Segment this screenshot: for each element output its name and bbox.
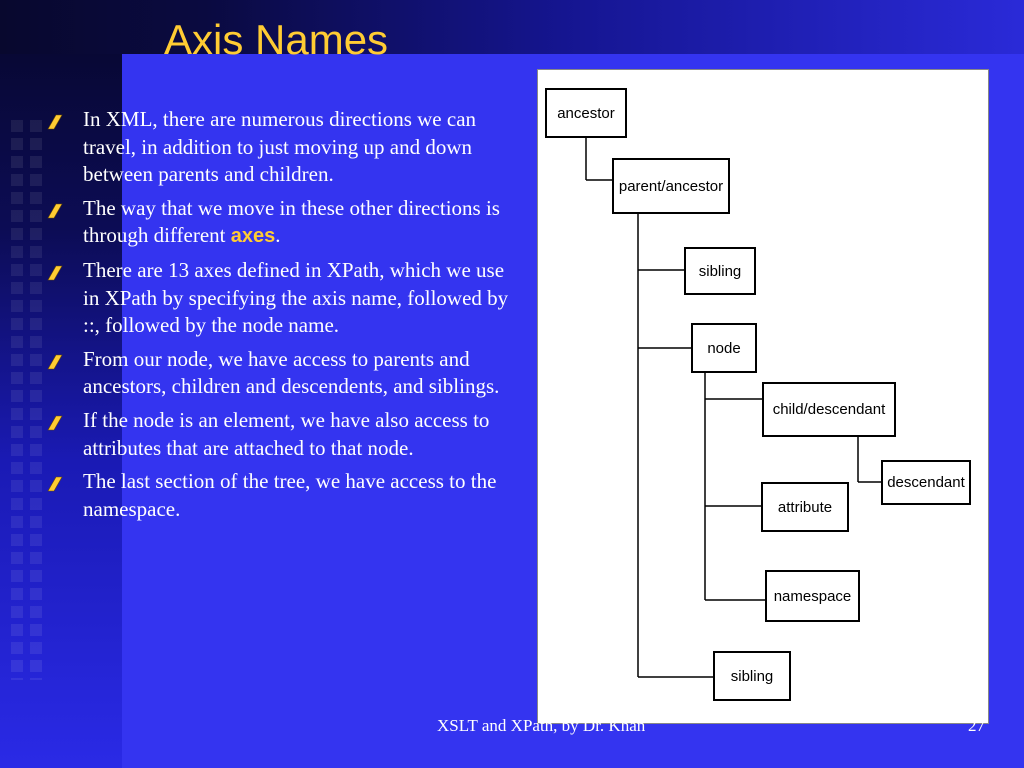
slanted-bar-bullet-icon [47, 354, 63, 370]
bullet-item [44, 257, 524, 340]
slanted-bar-bullet-icon [47, 114, 63, 130]
slanted-bar-bullet-icon [47, 203, 63, 219]
decorative-square-pattern [8, 120, 48, 680]
axis-tree-diagram [537, 69, 989, 724]
page-number: 27 [968, 716, 985, 735]
bullet-text: There are 13 axes defined in XPath, which we use in XPath by specifying the axis name, followed by ::, followed by the node name. [83, 257, 509, 338]
bullet-item [44, 106, 524, 189]
bullet-text-end: . [275, 223, 281, 248]
slanted-bar-bullet-icon [47, 476, 63, 492]
bullet-item [44, 346, 524, 401]
bullet-item [44, 468, 524, 523]
bullet-text: The way that we move in these other directions is through different [83, 195, 500, 248]
diagram-node-child-descendant: child/descendant [762, 382, 896, 437]
bullet-item [44, 195, 524, 251]
bullet-text: In XML, there are numerous directions we can travel, in addition to just moving up and down between parents and children. [83, 107, 477, 187]
diagram-node-namespace: namespace [765, 570, 860, 622]
bullet-text: The last section of the tree, we have access to the namespace. [83, 469, 497, 521]
slide-title: Axis Names [164, 16, 389, 63]
diagram-node-node: node [691, 323, 757, 373]
bullet-list [44, 106, 524, 529]
diagram-node-sibling-lower: sibling [713, 651, 791, 701]
diagram-node-sibling-upper: sibling [684, 247, 756, 295]
keyword-axes: axes [230, 225, 276, 248]
footer-text: XSLT and XPath, by Dr. Khan [437, 716, 646, 735]
diagram-node-attribute: attribute [761, 482, 849, 532]
bullet-text: From our node, we have access to parents and ancestors, children and descendents, and siblings. [83, 346, 500, 399]
diagram-node-parent-ancestor: parent/ancestor [612, 158, 730, 214]
background-top-band [0, 0, 1024, 54]
diagram-node-descendant: descendant [881, 460, 971, 505]
bullet-item [44, 407, 524, 462]
slanted-bar-bullet-icon [47, 415, 63, 431]
diagram-node-ancestor: ancestor [545, 88, 627, 138]
slanted-bar-bullet-icon [47, 265, 63, 281]
bullet-text: If the node is an element, we have also access to attributes that are attached to that node. [83, 407, 490, 460]
